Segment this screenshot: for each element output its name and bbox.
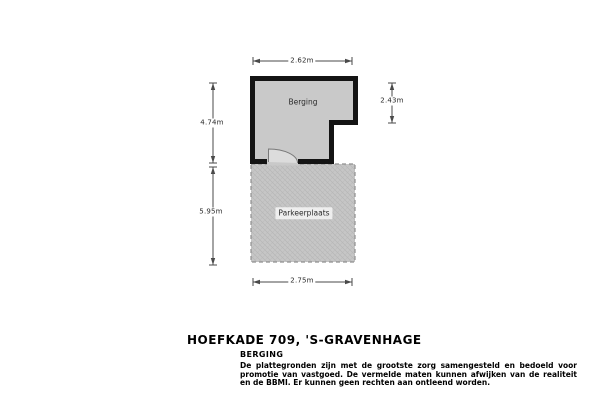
disclaimer-text: De plattegronden zijn met de grootste zorg samengesteld en bedoeld voor promotie van vastgoed. De vermelde maten kunnen afwijken van de realiteit en de BBMI. Er kunnen geen rechten aan ontleend worden.	[240, 361, 577, 388]
dimension-label-parkeerplaats-width: 2.75m	[290, 276, 314, 285]
room-label-parkeerplaats: Parkeerplaats	[275, 207, 332, 219]
dimension-label-berging-width: 2.62m	[290, 56, 314, 65]
address-title: HOEFKADE 709, 'S-GRAVENHAGE	[187, 333, 422, 347]
dimension-label-berging-height-right: 2.43m	[380, 96, 404, 105]
berging-room-outline	[253, 79, 356, 162]
dimension-label-parkeerplaats-length: 5.95m	[199, 207, 223, 216]
dimension-label-berging-height-left: 4.74m	[200, 118, 224, 127]
room-label-berging: Berging	[288, 97, 318, 107]
plan-subtitle: BERGING	[240, 350, 284, 359]
